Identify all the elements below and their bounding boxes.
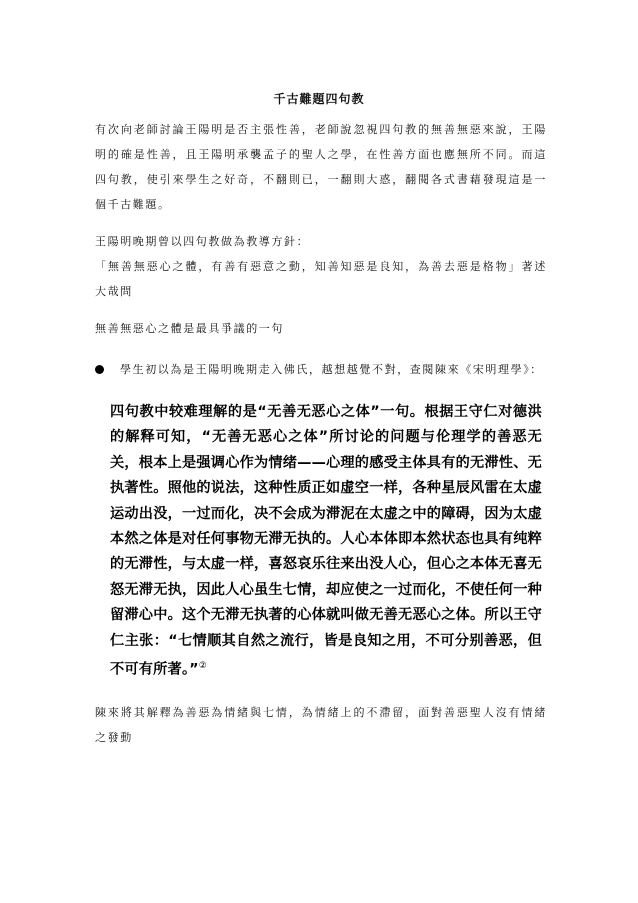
paragraph-conclusion: 陳來將其解釋為善惡為情緒與七情，為情緒上的不滯留，面對善惡聖人沒有情緒之發動 [95,706,547,744]
paragraph-intro: 有次向老師討論王陽明是否主張性善，老師說忽視四句教的無善無惡來說，王陽明的確是性善，且王陽明承襲孟子的聖人之學，在性善方面也應無所不同。而這四句教，使引來學生之好奇，不翻則已，一翻則大惑，翻閱各式書藉發現這是一個千古難題。 [95,123,547,211]
bullet-text: 學生初以為是王陽明晚期走入佛氏，越想越覺不對，查閱陳來《宋明理學》： [120,363,543,376]
scanned-quote-text: 四句教中较难理解的是“无善无恶心之体”一句。根据王守仁对德洪的解释可知，“无善无恶心之体”所讨论的问题与伦理学的善恶无关，根本上是强调心作为情绪——心理的感受主体具有的无滞性、无执著性。照他的说法，这种性质正如虚空一样，各种星辰风雷在太虚运动出没，一过而化，决不会成为滞泥在太虚之中的障碍，因为太虚本然之体是对任何事物无滞无执的。人心本体即本然状态也具有纯粹的无滞性，与太虚一样，喜怒哀乐往来出没人心，但心之本体无喜无怒无滞无执，因此人心虽生七情，却应使之一过而化，不使任何一种留滞心中。这个无滞无执著的心体就叫做无善无恶心之体。所以王守仁主张：“七情顺其自然之流行，皆是良知之用，不可分别善恶，但不可有所著。” [110,404,542,678]
document-title: 千古難題四句教 [273,92,365,106]
scanned-quote-image [110,400,542,678]
bullet-icon [95,365,104,374]
footnote-mark: ② [198,661,208,672]
paragraph-teaching-policy: 王陽明晚期曾以四句教做為教導方針： [95,235,310,248]
paragraph-controversy: 無善無惡心之體是最具爭議的一句 [95,322,284,335]
paragraph-four-sentences: 「無善無惡心之體，有善有惡意之動，知善知惡是良知，為善去惡是格物」著述大哉問 [95,260,547,298]
